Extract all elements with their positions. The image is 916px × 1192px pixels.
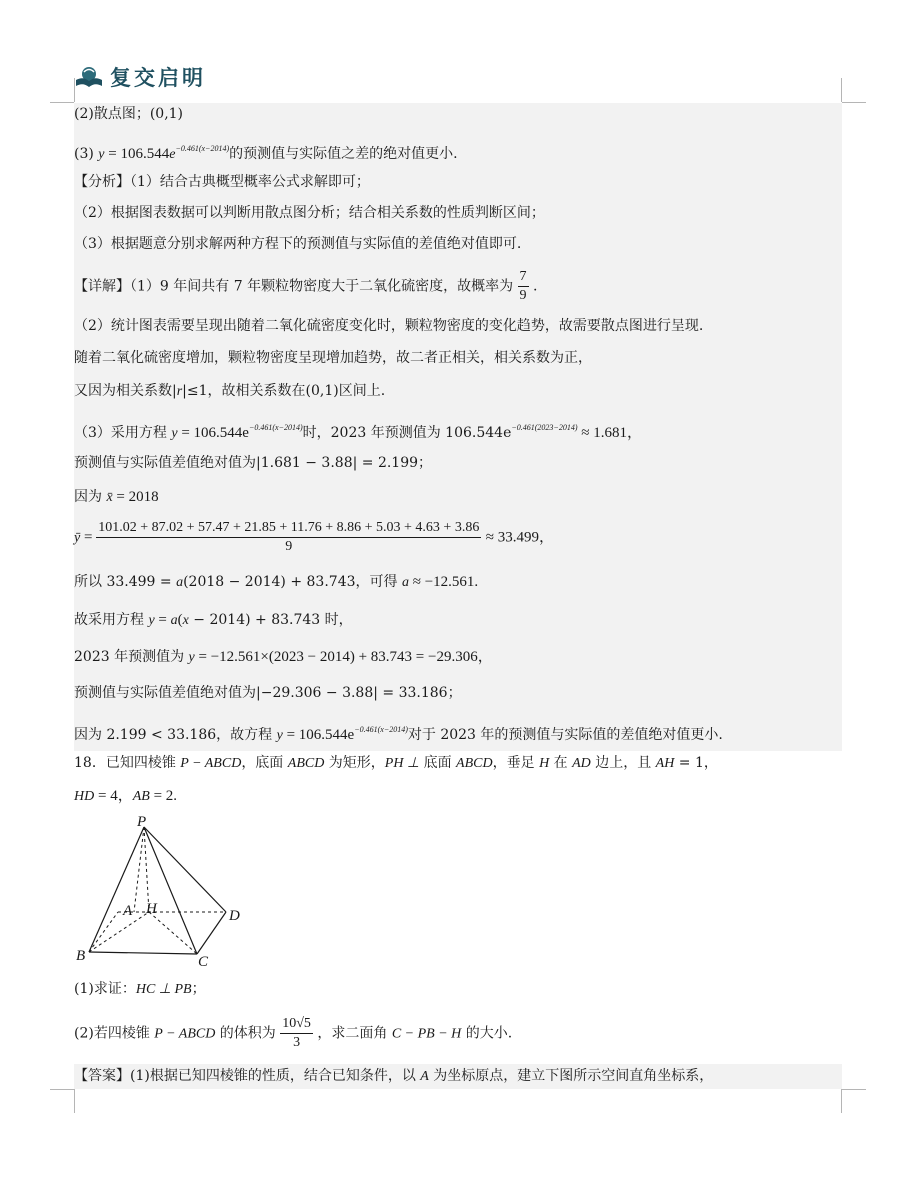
crop-mark xyxy=(74,1089,75,1113)
text-line: 因为 2.199 < 33.186，故方程 $y = 106.544e^{-0.461(x-2014)}$对于 2023 年的预测值与实际值的差值绝对值更小. xyxy=(74,725,723,743)
text-line: 所以 33.499 = a(2018 − 2014) + 83.743，可得 a ≈ −12.561. xyxy=(74,574,479,590)
edge-hc xyxy=(149,912,197,954)
text-line: 2023 年预测值为 y = −12.561×(2023 − 2014) + 83.743 = −29.306， xyxy=(74,649,493,665)
question-part-1: (1)求证：HC ⊥ PB； xyxy=(74,981,206,997)
edge-bc xyxy=(89,952,197,954)
text-line: 故采用方程 y = a(x − 2014) + 83.743 时， xyxy=(74,612,353,628)
question-text: 18．已知四棱锥 P − ABCD，底面 ABCD 为矩形，PH ⊥ 底面 ABCD，垂足 H 在 AD 边上，且 AH = 1， xyxy=(74,755,718,771)
edge-ph xyxy=(144,827,149,912)
text-line: （2）根据图表数据可以判断用散点图分析；结合相关系数的性质判断区间； xyxy=(74,205,545,221)
question-text: HD = 4，AB = 2. xyxy=(74,788,178,804)
pyramid-figure xyxy=(74,812,254,972)
fraction: $\frac{7}{9}$ xyxy=(519,269,527,303)
text-line: 随着二氧化硫密度增加，颗粒物密度呈现增加趋势，故二者正相关，相关系数为正， xyxy=(74,350,592,366)
text-line: （3）采用方程 $y = 106.544e^{-0.461(x-2014)}$时，2023 年预测值为 $106.544e^{-0.461(2023-2014)} \approx 1.681$， xyxy=(74,423,642,441)
text-line: ȳ = 101.02 + 87.02 + 57.47 + 21.85 + 11.76 + 8.86 + 5.03 + 4.63 + 3.86 9 ≈ 33.499， xyxy=(74,520,555,554)
crop-mark xyxy=(842,1089,866,1090)
crop-mark xyxy=(841,1089,842,1113)
label-b: B xyxy=(76,948,86,964)
edge-pc xyxy=(144,827,197,954)
crop-mark xyxy=(841,78,842,102)
text-line: (2)散点图；(0,1) xyxy=(74,106,184,122)
answer-text: 【答案】(1)根据已知四棱锥的性质，结合已知条件，以 A 为坐标原点，建立下图所示空间直角坐标系， xyxy=(74,1068,714,1084)
text-line: 【分析】（1）结合古典概型概率公式求解即可； xyxy=(74,174,370,190)
label-a: A xyxy=(123,903,133,919)
text-line: 又因为相关系数|r|≤1，故相关系数在(0,1)区间上. xyxy=(74,383,386,399)
text-line: 预测值与实际值差值绝对值为|−29.306 − 3.88| = 33.186； xyxy=(74,685,462,701)
label-d: D xyxy=(229,908,240,924)
text-line: （3）根据题意分别求解两种方程下的预测值与实际值的差值绝对值即可. xyxy=(74,236,522,252)
header-logo xyxy=(74,62,206,92)
fraction: 101.02 + 87.02 + 57.47 + 21.85 + 11.76 + 8.86 + 5.03 + 4.63 + 3.86 9 xyxy=(98,520,480,554)
text-line: （2）统计图表需要呈现出随着二氧化硫密度变化时，颗粒物密度的变化趋势，故需要散点图进行呈现. xyxy=(74,318,704,334)
text-line: (3) $y = 106.544e^{-0.461(x-2014)}$的预测值与实际值之差的绝对值更小. xyxy=(74,144,458,162)
crop-mark xyxy=(842,102,866,103)
edge-pb xyxy=(89,827,144,952)
logo-text: 复交启明 xyxy=(110,65,206,90)
label-h: H xyxy=(146,901,157,917)
text-line: 因为 x̄ = 2018 xyxy=(74,489,159,505)
fraction: $\frac{10√5}{3}$ xyxy=(282,1016,311,1050)
edge-cd xyxy=(197,912,226,954)
label-c: C xyxy=(198,954,209,970)
crop-mark xyxy=(50,1089,74,1090)
open-book-icon xyxy=(74,64,104,90)
edge-pd xyxy=(144,827,226,912)
text-line: 预测值与实际值差值绝对值为|1.681 − 3.88| = 2.199； xyxy=(74,455,433,471)
question-part-2: (2)若四棱锥 P − ABCD 的体积为 $\frac{10√5}{3}$ ，求二面角 C − PB − H 的大小. xyxy=(74,1016,513,1050)
text-line: 【详解】（1）9 年间共有 7 年颗粒物密度大于二氧化硫密度，故概率为 $\frac{7}{9}$ . xyxy=(74,269,538,303)
crop-mark xyxy=(50,102,74,103)
label-p: P xyxy=(137,814,147,830)
